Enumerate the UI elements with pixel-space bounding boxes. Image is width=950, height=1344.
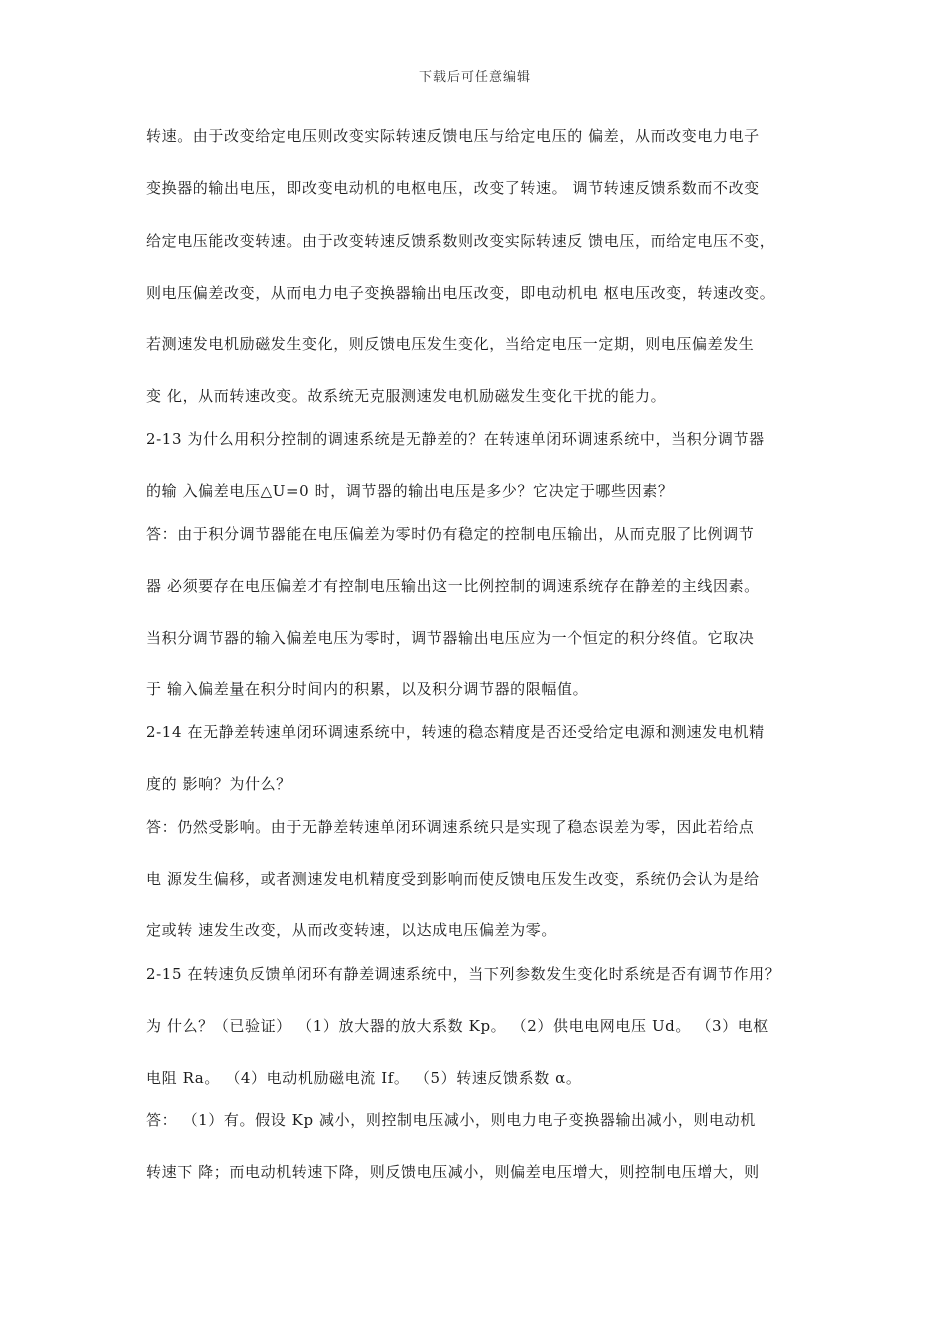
question-line: 为 什么？（已验证） （1）放大器的放大系数 Kp。 （2）供电电网电压 Ud。 （3）电枢 bbox=[146, 1017, 769, 1035]
answer-line: 定或转 速发生改变，从而改变转速，以达成电压偏差为零。 bbox=[146, 921, 557, 939]
answer-line: 器 必须要存在电压偏差才有控制电压输出这一比例控制的调速系统存在静差的主线因素。 bbox=[146, 577, 760, 595]
answer-line: 当积分调节器的输入偏差电压为零时，调节器输出电压应为一个恒定的积分终值。它取决 bbox=[146, 629, 755, 647]
text-line: 若测速发电机励磁发生变化，则反馈电压发生变化，当给定电压一定期，则电压偏差发生 bbox=[146, 335, 755, 353]
text-line: 变换器的输出电压，即改变电动机的电枢电压，改变了转速。 调节转速反馈系数而不改变 bbox=[146, 179, 760, 197]
question-line: 度的 影响？为什么？ bbox=[146, 775, 292, 793]
text-line: 则电压偏差改变，从而电力电子变换器输出电压改变，即电动机电 枢电压改变，转速改变。 bbox=[146, 284, 776, 302]
answer-line: 答：由于积分调节器能在电压偏差为零时仍有稳定的控制电压输出，从而克服了比例调节 bbox=[146, 525, 755, 543]
question-line: 2-14 在无静差转速单闭环调速系统中，转速的稳态精度是否还受给定电源和测速发电机精 bbox=[146, 723, 765, 741]
question-line: 2-15 在转速负反馈单闭环有静差调速系统中，当下列参数发生变化时系统是否有调节作用？ bbox=[146, 965, 781, 983]
answer-line: 答： （1）有。假设 Kp 减小，则控制电压减小，则电力电子变换器输出减小，则电动机 bbox=[146, 1111, 756, 1129]
answer-line: 电 源发生偏移，或者测速发电机精度受到影响而使反馈电压发生改变，系统仍会认为是给 bbox=[146, 870, 760, 888]
question-line: 2-13 为什么用积分控制的调速系统是无静差的？在转速单闭环调速系统中，当积分调节器 bbox=[146, 430, 765, 448]
answer-line: 答：仍然受影响。由于无静差转速单闭环调速系统只是实现了稳态误差为零，因此若给点 bbox=[146, 818, 755, 836]
page-header: 下载后可任意编辑 bbox=[418, 70, 531, 85]
answer-line: 转速下 降；而电动机转速下降，则反馈电压减小，则偏差电压增大，则控制电压增大，则 bbox=[146, 1163, 760, 1181]
question-line: 电阻 Ra。 （4）电动机励磁电流 If。 （5）转速反馈系数 α。 bbox=[146, 1069, 582, 1087]
text-line: 变 化，从而转速改变。故系统无克服测速发电机励磁发生变化干扰的能力。 bbox=[146, 387, 667, 405]
text-line: 转速。由于改变给定电压则改变实际转速反馈电压与给定电压的 偏差，从而改变电力电子 bbox=[146, 127, 760, 145]
text-line: 给定电压能改变转速。由于改变转速反馈系数则改变实际转速反 馈电压，而给定电压不变， bbox=[146, 232, 776, 250]
answer-line: 于 输入偏差量在积分时间内的积累，以及积分调节器的限幅值。 bbox=[146, 680, 589, 698]
question-line: 的输 入偏差电压△U=0 时，调节器的输出电压是多少？它决定于哪些因素？ bbox=[146, 482, 674, 500]
